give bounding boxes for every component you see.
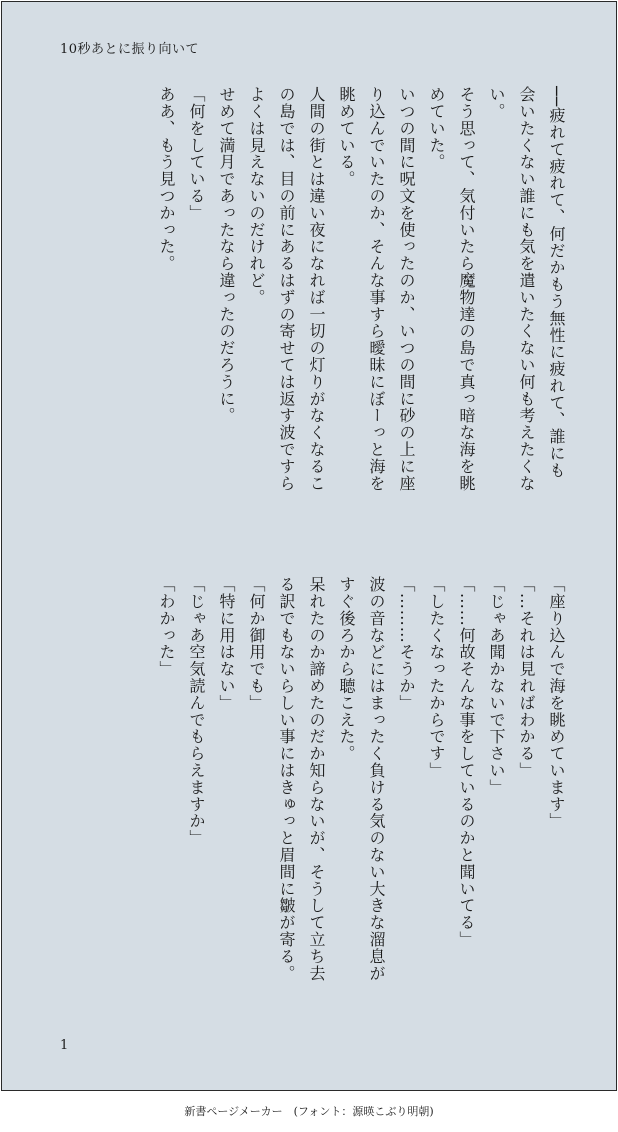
text-line: 「………そうか」 [397, 576, 416, 712]
text-line: 「…それは見ればわかる」 [517, 576, 536, 779]
text-line: 人間の街とは違い夜になれば一切の灯りがなくなるこ [307, 86, 326, 492]
text-line: いつの間に呪文を使ったのか、いつの間に砂の上に座 [397, 86, 416, 492]
text-line: 「……何故そんな事をしているのかと聞いてる」 [457, 576, 476, 948]
text-line: 波の音などにはまったく負ける気のない大きな溜息が [367, 576, 386, 982]
book-page [1, 1, 617, 1091]
text-line: よくは見えないのだけれど。 [247, 86, 266, 306]
footer-credit: 新書ページメーカー (フォント：源暎こぶり明朝) [184, 1105, 434, 1118]
text-line: ──疲れて疲れて、何だかもう無性に疲れて、誰にも [547, 86, 566, 479]
running-title: 10秒あとに振り向いて [60, 42, 200, 57]
text-line: せめて満月であったなら違ったのだろうに。 [217, 86, 236, 424]
text-line: る訳でもないらしい事にはきゅっと眉間に皺が寄る。 [277, 576, 296, 982]
text-line: すぐ後ろから聴こえた。 [337, 576, 356, 762]
text-line: 「何をしている」 [187, 86, 206, 222]
text-line: 「何か御用でも」 [247, 576, 266, 712]
text-line: の島では、目の前にあるはずの寄せては返す波ですら [277, 86, 296, 492]
text-line: い。 [487, 86, 506, 120]
text-line: 「特に用はない」 [217, 576, 236, 712]
text-line: めていた。 [427, 86, 446, 171]
text-line: 「わかった」 [157, 576, 176, 678]
text-line: 「座り込んで海を眺めています」 [547, 576, 566, 830]
text-line: 「じゃあ空気読んでもらえますか」 [187, 576, 206, 847]
text-line: ああ、もう見つかった。 [157, 86, 176, 272]
text-line: 「したくなったからです」 [427, 576, 446, 779]
text-line: り込んでいたのか、そんな事すら曖昧にぼーっと海を [367, 86, 386, 492]
text-line: そう思って、気付いたら魔物達の島で真っ暗な海を眺 [457, 86, 476, 492]
text-line: 「じゃあ聞かないで下さい」 [487, 576, 506, 796]
text-line: 呆れたのか諦めたのだか知らないが、そうして立ち去 [307, 576, 326, 982]
page-number: 1 [60, 1038, 69, 1053]
text-line: 会いたくない誰にも気を遣いたくない何も考えたくな [517, 86, 536, 492]
vertical-body-text-lower [151, 86, 571, 1016]
text-line: 眺めている。 [337, 86, 356, 188]
